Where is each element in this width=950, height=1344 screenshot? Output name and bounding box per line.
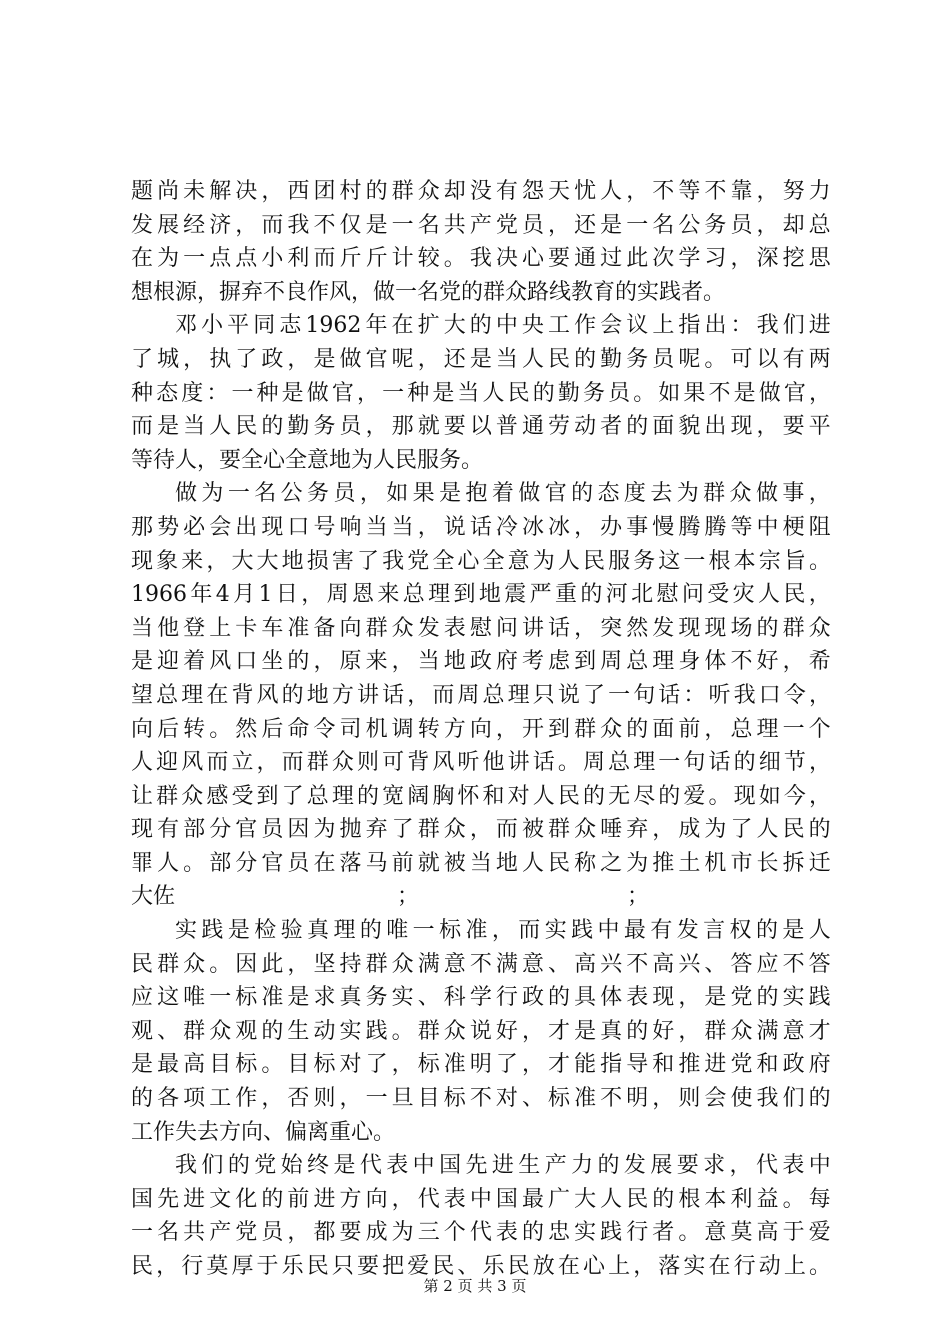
text-line: 发 展 经 济 ， 而 我 不 仅 是 一 名 共 产 党 员 ， 还 是 一 名 公 务 员 ， 却 总 [131, 212, 831, 238]
text-line: 那 势 必 会 出 现 口 号 响 当 当 ， 说 话 冷 冰 冰 ， 办 事 慢 腾 腾 等 中 梗 阻 [131, 514, 831, 540]
gap-segment: 大佐 [131, 884, 176, 910]
text-line: 望 总 理 在 背 风 的 地 方 讲 话 ， 而 周 总 理 只 说 了 一 句 话 ： 听 我 口 令 ， [131, 682, 831, 708]
text-line: 了 城 ， 执 了 政 ， 是 做 官 呢 ， 还 是 当 人 民 的 勤 务 员 呢 。 可 以 有 两 [131, 346, 831, 372]
text-line: 在 为 一 点 点 小 利 而 斤 斤 计 较 。 我 决 心 要 通 过 此 次 学 习 ， 深 挖 思 [131, 246, 831, 272]
page-footer: 第 2 页 共 3 页 [423, 1277, 527, 1295]
text-line: 种 态 度 ： 一 种 是 做 官 ， 一 种 是 当 人 民 的 勤 务 员 。 如 果 不 是 做 官 ， [131, 380, 831, 406]
text-line: 民 群 众 。 因 此 ， 坚 持 群 众 满 意 不 满 意 、 高 兴 不 高 兴 、 答 应 不 答 [131, 951, 831, 977]
text-line: 是 迎 着 风 口 坐 的 ， 原 来 ， 当 地 政 府 考 虑 到 周 总 理 身 体 不 好 ， 希 [131, 649, 831, 675]
text-line: 1966 年 4 月 1 日 ， 周 恩 来 总 理 到 地 震 严 重 的 河 北 慰 问 受 灾 人 民 ， [131, 582, 831, 608]
text-line: 题 尚 未 解 决 ， 西 团 村 的 群 众 却 没 有 怨 天 忧 人 ， 不 等 不 靠 ， 努 力 [131, 179, 831, 204]
text-line: 向 后 转 。 然 后 命 令 司 机 调 转 方 向 ， 开 到 群 众 的 面 前 ， 总 理 一 个 [131, 716, 831, 742]
gap-segment: ； [397, 884, 420, 910]
body-text [131, 175, 831, 1284]
text-line-with-gaps [131, 880, 831, 914]
text-line: 的 各 项 工 作 ， 否 则 ， 一 旦 目 标 不 对 、 标 准 不 明 ， 则 会 使 我 们 的 [131, 1086, 831, 1112]
text-line: 现 象 来 ， 大 大 地 损 害 了 我 党 全 心 全 意 为 人 民 服 务 这 一 根 本 宗 旨 。 [131, 548, 831, 574]
text-line: 实 践 是 检 验 真 理 的 唯 一 标 准 ， 而 实 践 中 最 有 发 言 权 的 是 人 [175, 918, 831, 944]
text-line: 一 名 共 产 党 员 ， 都 要 成 为 三 个 代 表 的 忠 实 践 行 者 。 意 莫 高 于 爱 [131, 1220, 831, 1246]
text-line: 邓 小 平 同 志 1962 年 在 扩 大 的 中 央 工 作 会 议 上 指 出 ： 我 们 进 [175, 313, 831, 339]
text-line: 是 最 高 目 标 。 目 标 对 了 ， 标 准 明 了 ， 才 能 指 导 和 推 进 党 和 政 府 [131, 1052, 831, 1078]
text-line: 人 迎 风 而 立 ， 而 群 众 则 可 背 风 听 他 讲 话 。 周 总 理 一 句 话 的 细 节 ， [131, 750, 831, 776]
text-line: 当 他 登 上 卡 车 准 备 向 群 众 发 表 慰 问 讲 话 ， 突 然 发 现 现 场 的 群 众 [131, 615, 831, 641]
text-line: 现 有 部 分 官 员 因 为 抛 弃 了 群 众 ， 而 被 群 众 唾 弃 ， 成 为 了 人 民 的 [131, 817, 831, 843]
text-line: 让 群 众 感 受 到 了 总 理 的 宽 阔 胸 怀 和 对 人 民 的 无 尽 的 爱 。 现 如 今 ， [131, 783, 831, 809]
text-line: 想根源，摒弃不良作风，做一名党的群众路线教育的实践者。 [131, 279, 726, 305]
gap-segment: ； [627, 884, 650, 910]
text-line: 应 这 唯 一 标 准 是 求 真 务 实 、 科 学 行 政 的 具 体 表 现 ， 是 党 的 实 践 [131, 985, 831, 1011]
text-line: 等待人，要全心全意地为人民服务。 [131, 447, 484, 473]
text-line: 民 ， 行 莫 厚 于 乐 民 只 要 把 爱 民 、 乐 民 放 在 心 上 ， 落 实 在 行 动 上 。 [131, 1254, 831, 1279]
text-line: 国 先 进 文 化 的 前 进 方 向 ， 代 表 中 国 最 广 大 人 民 的 根 本 利 益 。 每 [131, 1186, 831, 1212]
text-line: 我 们 的 党 始 终 是 代 表 中 国 先 进 生 产 力 的 发 展 要 求 ， 代 表 中 [175, 1153, 831, 1179]
text-line: 观 、 群 众 观 的 生 动 实 践 。 群 众 说 好 ， 才 是 真 的 好 ， 群 众 满 意 才 [131, 1018, 831, 1044]
text-line: 罪 人 。 部 分 官 员 在 落 马 前 就 被 当 地 人 民 称 之 为 推 土 机 市 长 拆 迁 [131, 850, 831, 876]
text-line: 做 为 一 名 公 务 员 ， 如 果 是 抱 着 做 官 的 态 度 去 为 群 众 做 事 ， [175, 481, 831, 507]
text-line: 而 是 当 人 民 的 勤 务 员 ， 那 就 要 以 普 通 劳 动 者 的 面 貌 出 现 ， 要 平 [131, 414, 831, 440]
text-line: 工作失去方向、偏离重心。 [131, 1119, 396, 1145]
